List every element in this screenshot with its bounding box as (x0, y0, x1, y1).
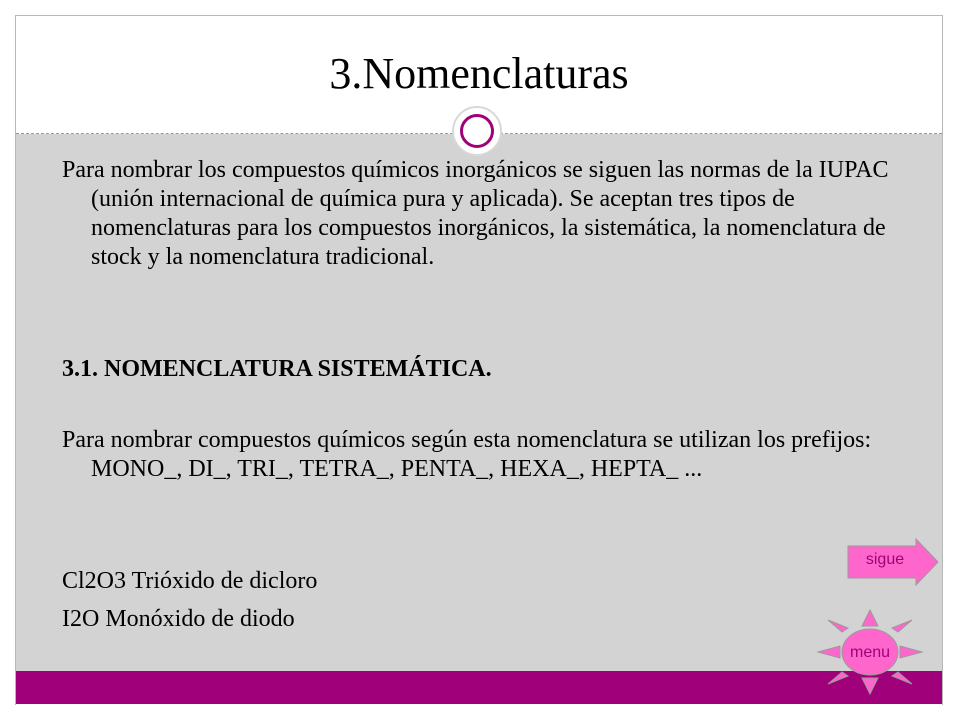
prefixes-paragraph: Para nombrar compuestos químicos según esta nomenclatura se utilizan los prefijos: MONO_, DI_, TRI_, TETRA_, PENTA_, HEXA_, HEPTA_ ... (62, 427, 872, 482)
ring-inner (460, 114, 494, 148)
frame-right (942, 15, 943, 705)
menu-label: menu (849, 644, 891, 661)
sigue-label: sigue (865, 551, 905, 568)
slide-title: 3.Nomenclaturas (329, 49, 629, 98)
ring-ornament-icon (452, 106, 502, 156)
example-1: Cl2O3 Trióxido de dicloro (62, 568, 318, 594)
section-heading: 3.1. NOMENCLATURA SISTEMÁTICA. (62, 356, 492, 382)
example-2: I2O Monóxido de diodo (62, 606, 295, 632)
intro-paragraph: Para nombrar los compuestos químicos inorgánicos se siguen las normas de la IUPAC (unión internacional de química pura y aplicada). Se aceptan tres tipos de nomenclaturas para los compuestos inorgánicos, la sistemática, la nomenclatura de stock y la nomenclatura tradicional. (62, 157, 889, 270)
footer-bar (16, 671, 942, 704)
